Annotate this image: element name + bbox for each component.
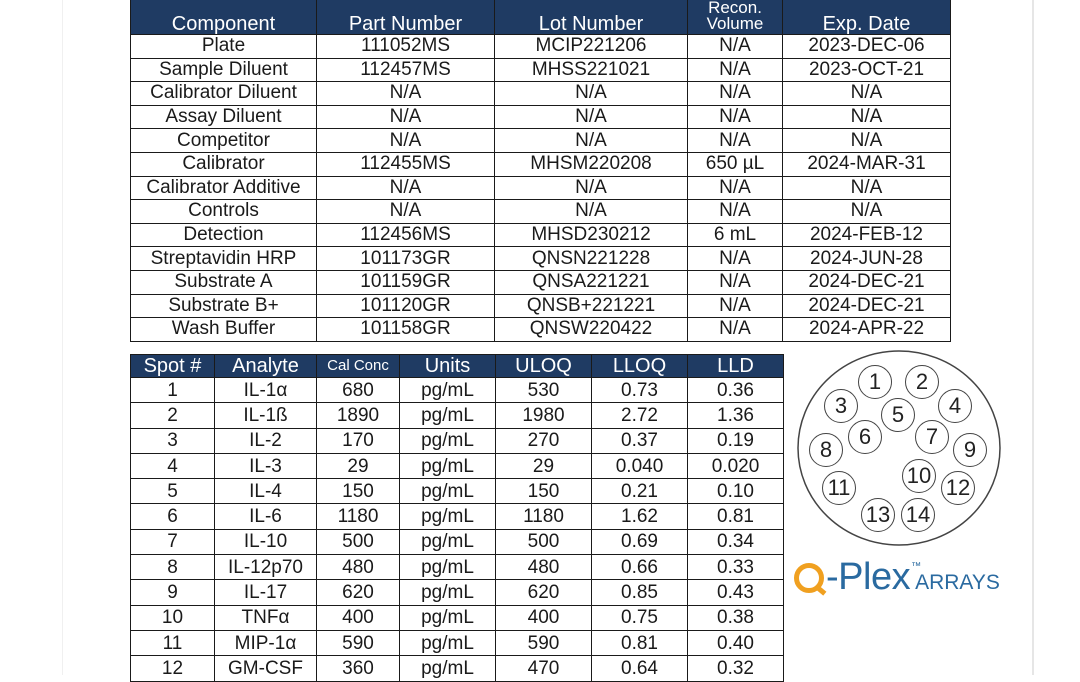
table-row	[131, 270, 951, 294]
table-cell: Substrate A	[131, 270, 317, 294]
logo-arrays-text: ARRAYS	[915, 571, 1000, 594]
table-row	[131, 580, 784, 605]
table-cell: 0.40	[688, 630, 784, 655]
table-cell: TNFα	[215, 605, 317, 630]
table-cell: N/A	[783, 176, 951, 200]
table-cell: QNSN221228	[495, 247, 688, 271]
table-cell: 0.43	[688, 580, 784, 605]
table-cell: N/A	[495, 129, 688, 153]
table-cell: 0.37	[592, 428, 688, 453]
table-cell: MHSD230212	[495, 223, 688, 247]
table-cell: 5	[131, 479, 215, 504]
table-cell: N/A	[688, 58, 783, 82]
spot-marker: 8	[809, 433, 843, 467]
table-cell: IL-10	[215, 529, 317, 554]
table-cell: 680	[317, 378, 400, 403]
table-row	[131, 555, 784, 580]
header-lloq: LLOQ	[592, 355, 688, 378]
table-cell: 150	[317, 479, 400, 504]
table-cell: 1180	[317, 504, 400, 529]
table-cell: 1.62	[592, 504, 688, 529]
spot-marker: 7	[915, 420, 949, 454]
table-cell: N/A	[688, 318, 783, 342]
page-edge-right	[1032, 0, 1034, 675]
table-cell: N/A	[688, 176, 783, 200]
table-cell: 360	[317, 656, 400, 681]
table-row	[131, 504, 784, 529]
analyte-table	[130, 354, 784, 682]
table-cell: 0.38	[688, 605, 784, 630]
table-cell: 112456MS	[317, 223, 495, 247]
table-cell: 0.85	[592, 580, 688, 605]
header-spot: Spot #	[131, 355, 215, 378]
table-cell: 29	[496, 453, 592, 478]
spot-marker: 3	[824, 389, 858, 423]
table-cell: 1.36	[688, 403, 784, 428]
spot-marker: 11	[822, 471, 856, 505]
table-cell: 650 µL	[688, 152, 783, 176]
table-cell: N/A	[688, 35, 783, 59]
table-cell: Controls	[131, 200, 317, 224]
table-cell: 480	[317, 555, 400, 580]
table-cell: 2024-APR-22	[783, 318, 951, 342]
table-cell: 0.64	[592, 656, 688, 681]
spot-marker: 10	[902, 459, 936, 493]
table-cell: IL-17	[215, 580, 317, 605]
table-row	[131, 129, 951, 153]
table-cell: 2024-FEB-12	[783, 223, 951, 247]
table-cell: N/A	[783, 82, 951, 106]
table-cell: IL-2	[215, 428, 317, 453]
table-row	[131, 247, 951, 271]
table-cell: 101159GR	[317, 270, 495, 294]
table-cell: N/A	[688, 105, 783, 129]
table-cell: 2024-JUN-28	[783, 247, 951, 271]
spot-marker: 2	[905, 365, 939, 399]
table-cell: 4	[131, 453, 215, 478]
table-cell: 10	[131, 605, 215, 630]
table-cell: 2024-DEC-21	[783, 294, 951, 318]
table-cell: 270	[496, 428, 592, 453]
table-cell: 1980	[496, 403, 592, 428]
table-cell: 12	[131, 656, 215, 681]
table-cell: N/A	[317, 82, 495, 106]
table-cell: 1180	[496, 504, 592, 529]
table-cell: IL-1ß	[215, 403, 317, 428]
header-part-number: Part Number	[317, 0, 495, 35]
table-cell: 6 mL	[688, 223, 783, 247]
table-cell: 2.72	[592, 403, 688, 428]
table-cell: Calibrator Additive	[131, 176, 317, 200]
table-row	[131, 294, 951, 318]
logo-plex-text: -Plex	[826, 556, 911, 598]
spot-marker: 9	[953, 433, 987, 467]
table-cell: pg/mL	[400, 630, 496, 655]
table-cell: 590	[317, 630, 400, 655]
components-table	[130, 0, 951, 342]
spot-marker: 14	[901, 498, 935, 532]
table-cell: 101158GR	[317, 318, 495, 342]
table-cell: pg/mL	[400, 504, 496, 529]
table-cell: 3	[131, 428, 215, 453]
table-cell: 11	[131, 630, 215, 655]
table-cell: 0.36	[688, 378, 784, 403]
table-cell: N/A	[495, 200, 688, 224]
table-cell: 9	[131, 580, 215, 605]
table-cell: 0.81	[688, 504, 784, 529]
table-cell: Plate	[131, 35, 317, 59]
table-cell: pg/mL	[400, 656, 496, 681]
header-uloq: ULOQ	[496, 355, 592, 378]
table-cell: Calibrator	[131, 152, 317, 176]
table-cell: N/A	[783, 200, 951, 224]
table-row	[131, 630, 784, 655]
table-cell: 620	[496, 580, 592, 605]
table-cell: Wash Buffer	[131, 318, 317, 342]
table-cell: MHSM220208	[495, 152, 688, 176]
table-cell: 2023-OCT-21	[783, 58, 951, 82]
table-cell: 590	[496, 630, 592, 655]
table-cell: 170	[317, 428, 400, 453]
table-cell: 112455MS	[317, 152, 495, 176]
table-cell: pg/mL	[400, 428, 496, 453]
header-lot-number: Lot Number	[495, 0, 688, 35]
table-cell: pg/mL	[400, 378, 496, 403]
table-cell: N/A	[688, 200, 783, 224]
table-cell: MCIP221206	[495, 35, 688, 59]
table-cell: pg/mL	[400, 479, 496, 504]
table-cell: 620	[317, 580, 400, 605]
table-cell: 0.69	[592, 529, 688, 554]
table-cell: 0.32	[688, 656, 784, 681]
table-row	[131, 378, 784, 403]
header-recon-volume: Recon. Volume	[688, 0, 783, 35]
table-cell: Sample Diluent	[131, 58, 317, 82]
table-cell: 101120GR	[317, 294, 495, 318]
table-cell: N/A	[688, 270, 783, 294]
table-cell: pg/mL	[400, 403, 496, 428]
table-cell: 2024-DEC-21	[783, 270, 951, 294]
table-row	[131, 453, 784, 478]
table-cell: N/A	[783, 105, 951, 129]
header-analyte: Analyte	[215, 355, 317, 378]
table-cell: 400	[317, 605, 400, 630]
table-cell: N/A	[688, 82, 783, 106]
table-row	[131, 35, 951, 59]
table-cell: QNSB+221221	[495, 294, 688, 318]
table-cell: IL-1α	[215, 378, 317, 403]
table-cell: Competitor	[131, 129, 317, 153]
table-row	[131, 223, 951, 247]
table-cell: 112457MS	[317, 58, 495, 82]
table-cell: 1890	[317, 403, 400, 428]
table-cell: 150	[496, 479, 592, 504]
table-cell: 0.33	[688, 555, 784, 580]
spot-marker: 13	[861, 498, 895, 532]
table-row	[131, 656, 784, 681]
qplex-logo	[794, 556, 1000, 600]
table-cell: Assay Diluent	[131, 105, 317, 129]
table-cell: 1	[131, 378, 215, 403]
components-header-row	[131, 0, 951, 35]
table-cell: IL-3	[215, 453, 317, 478]
table-cell: Substrate B+	[131, 294, 317, 318]
table-cell: 29	[317, 453, 400, 478]
table-cell: 0.75	[592, 605, 688, 630]
table-cell: 6	[131, 504, 215, 529]
table-cell: QNSW220422	[495, 318, 688, 342]
table-cell: 0.020	[688, 453, 784, 478]
table-row	[131, 318, 951, 342]
spot-marker: 1	[858, 365, 892, 399]
spot-marker: 4	[938, 389, 972, 423]
table-cell: 500	[317, 529, 400, 554]
table-cell: 0.73	[592, 378, 688, 403]
table-row	[131, 403, 784, 428]
table-row	[131, 105, 951, 129]
table-cell: 400	[496, 605, 592, 630]
table-cell: N/A	[317, 200, 495, 224]
table-cell: 500	[496, 529, 592, 554]
table-cell: 101173GR	[317, 247, 495, 271]
table-cell: 8	[131, 555, 215, 580]
logo-trademark: ™	[911, 561, 922, 572]
table-cell: 480	[496, 555, 592, 580]
table-cell: 0.66	[592, 555, 688, 580]
table-cell: IL-12p70	[215, 555, 317, 580]
table-cell: N/A	[688, 247, 783, 271]
table-row	[131, 82, 951, 106]
table-row	[131, 428, 784, 453]
table-cell: 2024-MAR-31	[783, 152, 951, 176]
table-cell: 0.19	[688, 428, 784, 453]
table-cell: Streptavidin HRP	[131, 247, 317, 271]
table-cell: 0.10	[688, 479, 784, 504]
header-component: Component	[131, 0, 317, 35]
table-cell: IL-6	[215, 504, 317, 529]
table-cell: N/A	[495, 176, 688, 200]
table-cell: Detection	[131, 223, 317, 247]
table-cell: N/A	[495, 82, 688, 106]
table-cell: N/A	[317, 105, 495, 129]
table-cell: pg/mL	[400, 580, 496, 605]
table-cell: N/A	[317, 129, 495, 153]
table-cell: 2	[131, 403, 215, 428]
analyte-header-row	[131, 355, 784, 378]
table-cell: N/A	[317, 176, 495, 200]
table-cell: Calibrator Diluent	[131, 82, 317, 106]
page-edge-left	[62, 0, 63, 675]
table-row	[131, 479, 784, 504]
table-cell: IL-4	[215, 479, 317, 504]
table-row	[131, 605, 784, 630]
table-cell: 2023-DEC-06	[783, 35, 951, 59]
table-cell: MIP-1α	[215, 630, 317, 655]
table-row	[131, 529, 784, 554]
table-row	[131, 152, 951, 176]
spot-marker: 5	[881, 398, 915, 432]
spot-marker: 12	[941, 471, 975, 505]
header-exp-date: Exp. Date	[783, 0, 951, 35]
header-lld: LLD	[688, 355, 784, 378]
table-cell: pg/mL	[400, 555, 496, 580]
spot-marker: 6	[848, 420, 882, 454]
header-cal-conc: Cal Conc	[317, 355, 400, 378]
table-cell: 7	[131, 529, 215, 554]
table-cell: N/A	[688, 294, 783, 318]
table-cell: MHSS221021	[495, 58, 688, 82]
table-cell: pg/mL	[400, 605, 496, 630]
table-row	[131, 200, 951, 224]
table-row	[131, 176, 951, 200]
table-cell: 0.21	[592, 479, 688, 504]
table-cell: 111052MS	[317, 35, 495, 59]
q-logo-icon	[794, 563, 824, 593]
table-cell: GM-CSF	[215, 656, 317, 681]
table-cell: 0.81	[592, 630, 688, 655]
table-cell: N/A	[688, 129, 783, 153]
table-cell: pg/mL	[400, 529, 496, 554]
table-cell: 0.040	[592, 453, 688, 478]
table-row	[131, 58, 951, 82]
spot-map	[796, 349, 1002, 549]
table-cell: N/A	[495, 105, 688, 129]
table-cell: 530	[496, 378, 592, 403]
table-cell: pg/mL	[400, 453, 496, 478]
table-cell: N/A	[783, 129, 951, 153]
table-cell: 470	[496, 656, 592, 681]
table-cell: 0.34	[688, 529, 784, 554]
table-cell: QNSA221221	[495, 270, 688, 294]
header-units: Units	[400, 355, 496, 378]
